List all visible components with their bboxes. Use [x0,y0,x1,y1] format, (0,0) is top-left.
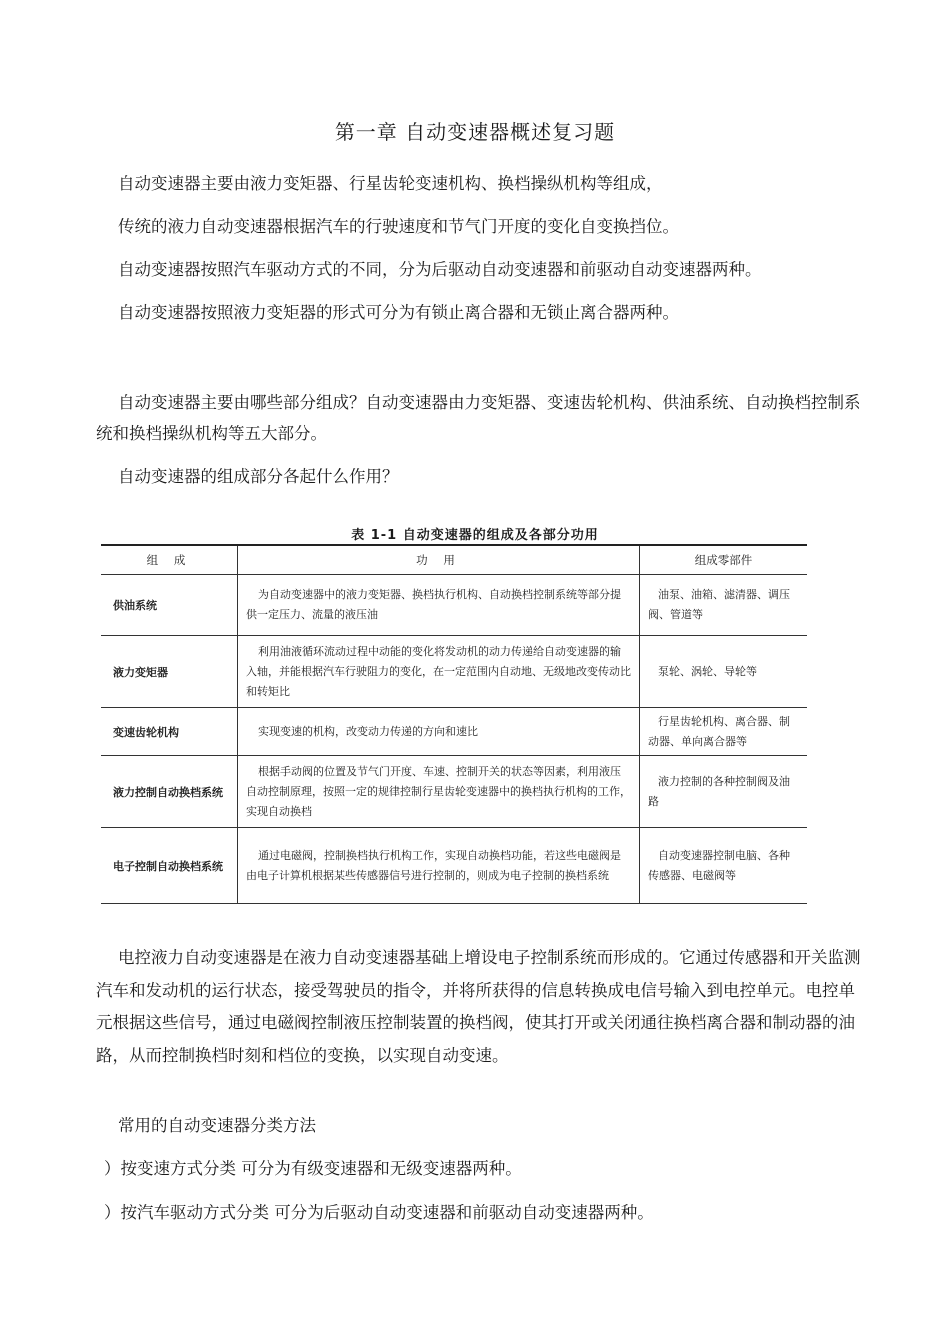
header-component: 组 成 [101,545,238,575]
row-function: 根据手动阀的位置及节气门开度、车速、控制开关的状态等因素，利用液压自动控制原理，按照一定的规律控制行星齿轮变速器中的换档执行机构的工作，实现自动换档 [238,756,640,828]
row-function: 为自动变速器中的液力变矩器、换档执行机构、自动换档控制系统等部分提供一定压力、流量的液压油 [238,575,640,636]
row-component: 液力变矩器 [101,636,238,708]
row-component: 液力控制自动换档系统 [101,756,238,828]
question-composition: 自动变速器主要由哪些部分组成？自动变速器由力变矩器、变速齿轮机构、供油系统、自动换档控制系统和换档操纵机构等五大部分。 [96,393,861,443]
electronic-control-paragraph: 电控液力自动变速器是在液力自动变速器基础上增设电子控制系统而形成的。它通过传感器和开关监测汽车和发动机的运行状态，接受驾驶员的指令，并将所获得的信息转换成电信号输入到电控单元。电控单元根据这些信号，通过电磁阀控制液压控制装置的换档阀，使其打开或关闭通往换档离合器和制动器的油路，从而控制换档时刻和档位的变换，以实现自动变速。 [96,948,861,1065]
row-parts: 行星齿轮机构、离合器、制动器、单向离合器等 [640,708,808,756]
table-row [101,756,807,828]
row-parts: 自动变速器控制电脑、各种传感器、电磁阀等 [640,828,808,904]
row-component: 电子控制自动换档系统 [101,828,238,904]
intro-line-1: 自动变速器主要由液力变矩器、行星齿轮变速机构、换档操纵机构等组成， [118,174,663,193]
row-function: 利用油液循环流动过程中动能的变化将发动机的动力传递给自动变速器的输入轴，并能根据汽车行驶阻力的变化，在一定范围内自动地、无级地改变传动比和转矩比 [238,636,640,708]
row-parts: 液力控制的各种控制阀及油路 [640,756,808,828]
row-parts: 泵轮、涡轮、导轮等 [640,636,808,708]
table-row [101,636,807,708]
table-row [101,828,807,904]
intro-line-2: 传统的液力自动变速器根据汽车的行驶速度和节气门开度的变化自变换挡位。 [118,217,679,236]
components-table [101,544,807,904]
row-parts: 油泵、油箱、滤清器、调压阀、管道等 [640,575,808,636]
page-title: 第一章 自动变速器概述复习题 [334,120,616,144]
header-function: 功 用 [238,545,640,575]
row-function: 实现变速的机构，改变动力传递的方向和速比 [238,708,640,756]
row-component: 供油系统 [101,575,238,636]
intro-line-4: 自动变速器按照液力变矩器的形式可分为有锁止离合器和无锁止离合器两种。 [118,303,679,322]
classification-item-1: ）按变速方式分类 可分为有级变速器和无级变速器两种。 [104,1159,522,1178]
row-function: 通过电磁阀，控制换档执行机构工作，实现自动换档功能，若这些电磁阀是由电子计算机根据某些传感器信号进行控制的，则成为电子控制的换档系统 [238,828,640,904]
table-row [101,708,807,756]
classification-heading: 常用的自动变速器分类方法 [118,1116,316,1135]
header-parts: 组成零部件 [640,545,808,575]
table-row [101,575,807,636]
intro-line-3: 自动变速器按照汽车驱动方式的不同，分为后驱动自动变速器和前驱动自动变速器两种。 [118,260,762,279]
question-functions: 自动变速器的组成部分各起什么作用？ [118,467,399,486]
classification-item-2: ）按汽车驱动方式分类 可分为后驱动自动变速器和前驱动自动变速器两种。 [104,1203,654,1222]
table-caption: 表 1-1 自动变速器的组成及各部分功用 [351,528,599,543]
row-component: 变速齿轮机构 [101,708,238,756]
table-header-row [101,545,807,575]
